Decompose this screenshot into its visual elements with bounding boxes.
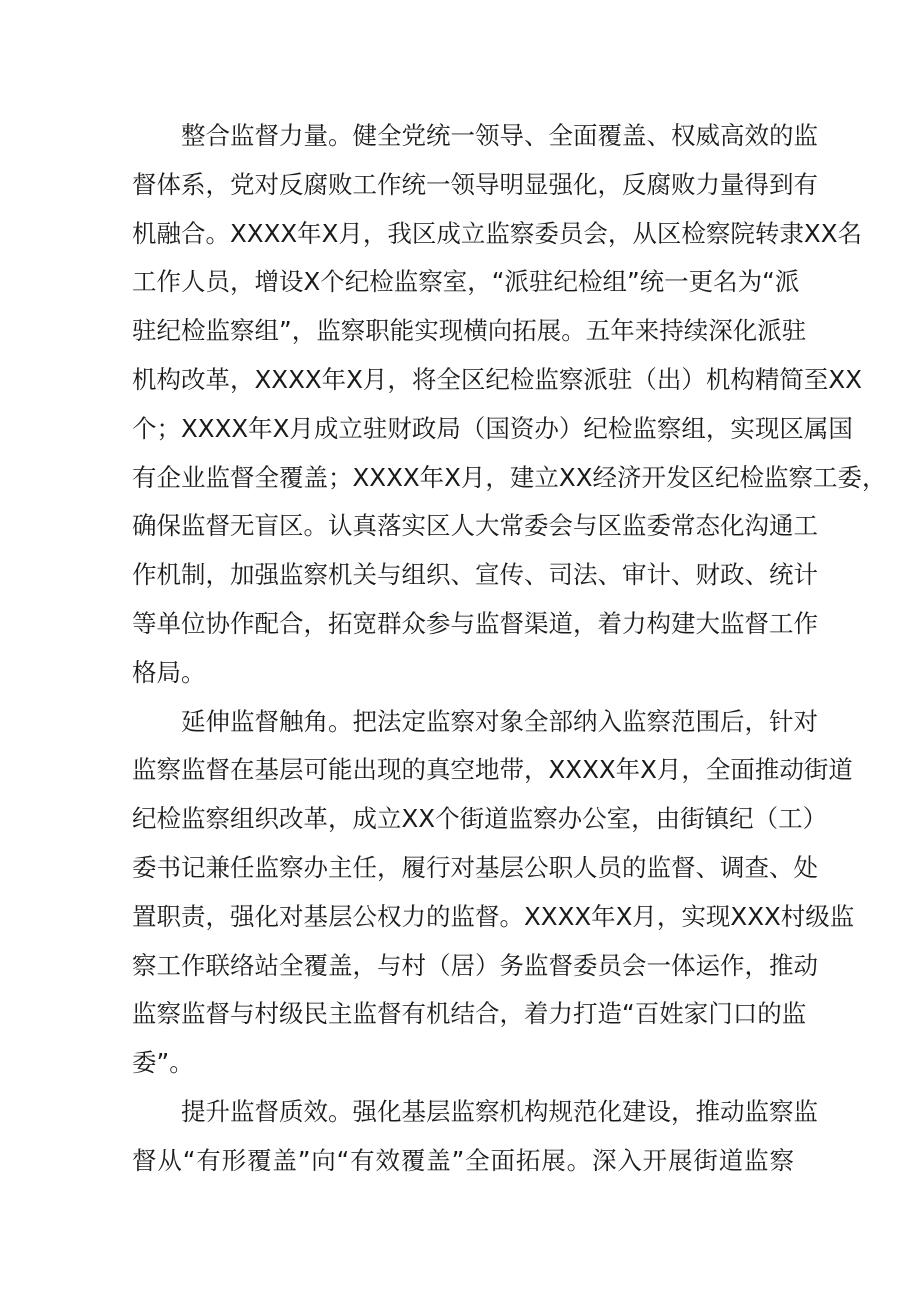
document-body [132,112,887,1186]
paragraph-supervision-reach [132,698,855,1088]
paragraph-supervision-forces [132,112,887,698]
text-line: 工作人员，增设X个纪检监察室，“派驻纪检组”统一更名为“派 [132,267,800,297]
text-line: 机构改革，XXXX年X月，将全区纪检监察派驻（出）机构精简至XX [132,364,862,394]
text-line: 委书记兼任监察办主任，履行对基层公职人员的监督、调查、处 [132,852,818,882]
text-line: 整合监督力量。健全党统一领导、全面覆盖、权威高效的监 [181,121,818,150]
text-line: 提升监督质效。强化基层监察机构规范化建设，推动监察监 [181,1096,818,1126]
text-line: 驻纪检监察组”，监察职能实现横向拓展。五年来持续深化派驻 [132,316,807,346]
text-line: 有企业监督全覆盖；XXXX年X月，建立XX经济开发区纪检监察工委， [132,462,887,492]
text-line: 察工作联络站全覆盖，与村（居）务监督委员会一体运作，推动 [132,950,818,980]
text-line: 委”。 [132,1048,194,1078]
text-line: 个；XXXX年X月成立驻财政局（国资办）纪检监察组，实现区属国 [132,413,853,443]
text-line: 置职责，强化对基层公权力的监督。XXXX年X月，实现XXX村级监 [132,901,855,931]
text-line: 监察监督在基层可能出现的真空地带，XXXX年X月，全面推动街道 [132,755,853,785]
text-line: 督体系，党对反腐败工作统一领导明显强化，反腐败力量得到有 [132,169,818,199]
paragraph-supervision-quality [132,1088,818,1186]
text-line: 督从“有形覆盖”向“有效覆盖”全面拓展。深入开展街道监察 [132,1145,794,1175]
text-line: 确保监督无盲区。认真落实区人大常委会与区监委常态化沟通工 [132,511,818,541]
text-line: 机融合。XXXX年X月，我区成立监察委员会，从区检察院转隶XX名 [132,218,862,248]
text-line: 等单位协作配合，拓宽群众参与监督渠道，着力构建大监督工作 [132,608,818,638]
text-line: 纪检监察组织改革，成立XX个街道监察办公室，由街镇纪（工） [132,804,828,834]
text-line: 延伸监督触角。把法定监察对象全部纳入监察范围后，针对 [181,706,818,736]
text-line: 监察监督与村级民主监督有机结合，着力打造“百姓家门口的监 [132,999,807,1029]
text-line: 作机制，加强监察机关与组织、宣传、司法、审计、财政、统计 [132,560,818,590]
text-line: 格局。 [132,657,206,687]
